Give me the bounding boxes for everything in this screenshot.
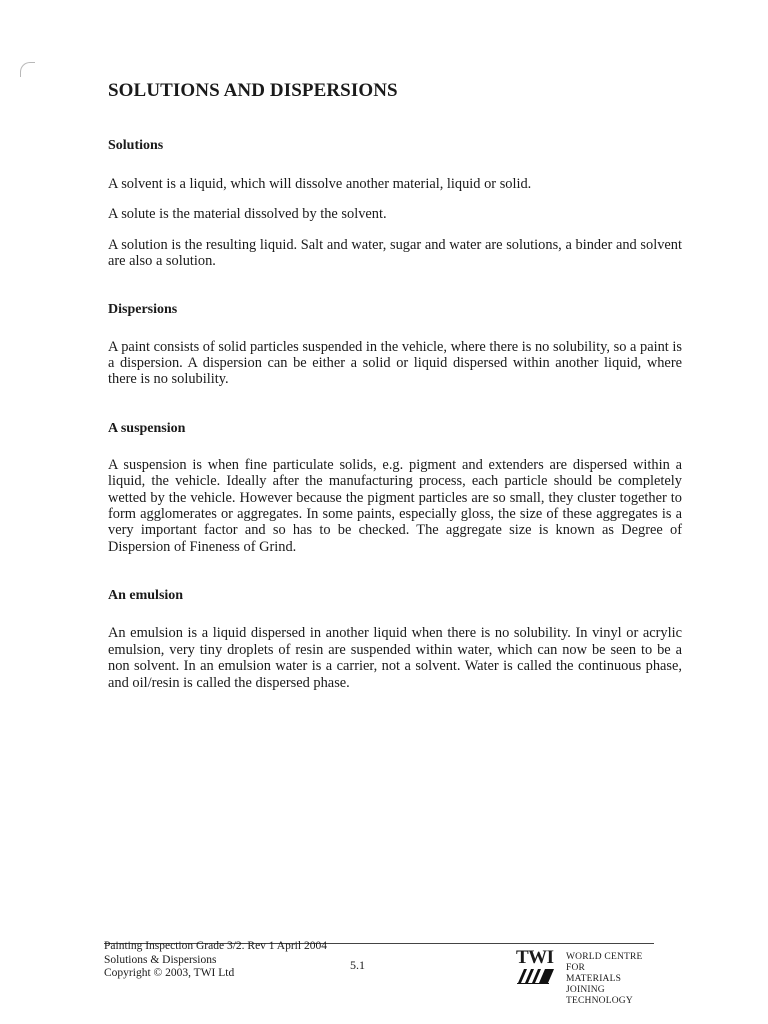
- twi-logo-stripes-icon: [516, 968, 556, 984]
- paragraph-emulsion: An emulsion is a liquid dispersed in another liquid when there is no solubility. In vinyl or acrylic emulsion, very tiny droplets of resin are suspended within water, which can now be seen to be a non solvent. In an emulsion water is a carrier, not a solvent. Water is called the continuous phase, and oil/resin is called the dispersed phase.: [108, 625, 682, 691]
- paragraph-dispersion: A paint consists of solid particles suspended in the vehicle, where there is no solubility, so a paint is a dispersion. A dispersion can be either a solid or liquid dispersed within another liquid, where there is no solubility.: [108, 338, 682, 388]
- paragraph-solute: A solute is the material dissolved by the solvent.: [108, 206, 387, 223]
- paragraph-solvent: A solvent is a liquid, which will dissolve another material, liquid or solid.: [108, 176, 532, 192]
- section-heading-solutions: Solutions: [108, 138, 164, 153]
- footer-chapter-line: Solutions & Dispersions: [104, 953, 217, 966]
- footer-copyright-line: Copyright © 2003, TWI Ltd: [104, 967, 235, 979]
- section-heading-dispersions: Dispersions: [108, 301, 178, 317]
- section-heading-emulsion: An emulsion: [108, 588, 184, 604]
- twi-tagline-line: WORLD CENTRE FOR: [566, 952, 643, 973]
- scan-corner-mark: [20, 62, 35, 77]
- twi-tagline-line: MATERIALS JOINING: [566, 974, 622, 995]
- twi-tagline: [566, 952, 654, 1007]
- twi-wordmark: TWI: [516, 947, 554, 968]
- twi-logo: [516, 948, 558, 988]
- page-title: SOLUTIONS AND DISPERSIONS: [108, 80, 398, 101]
- footer-course-line: Painting Inspection Grade 3/2. Rev 1 April 2004: [104, 940, 327, 952]
- footer-info: [104, 940, 327, 981]
- document-body: [108, 80, 682, 691]
- paragraph-solution: A solution is the resulting liquid. Salt and water, sugar and water are solutions, a binder and solvent are also a solution.: [108, 236, 682, 270]
- page-number: 5.1: [350, 958, 365, 972]
- section-heading-suspension: A suspension: [108, 420, 186, 436]
- twi-tagline-line: TECHNOLOGY: [566, 996, 633, 1006]
- paragraph-suspension: A suspension is when fine particulate solids, e.g. pigment and extenders are dispersed within a liquid, the vehicle. Ideally after the manufacturing process, each particle should be completely wetted by the vehicle. However because the pigment particles are so small, they cluster together to form agglomerates or aggregates. In some paints, especially gloss, the size of these aggregates is a very important factor and so has to be checked. The aggregate size is known as Degree of Dispersion of Fineness of Grind.: [108, 456, 682, 555]
- page-footer: [104, 940, 654, 1006]
